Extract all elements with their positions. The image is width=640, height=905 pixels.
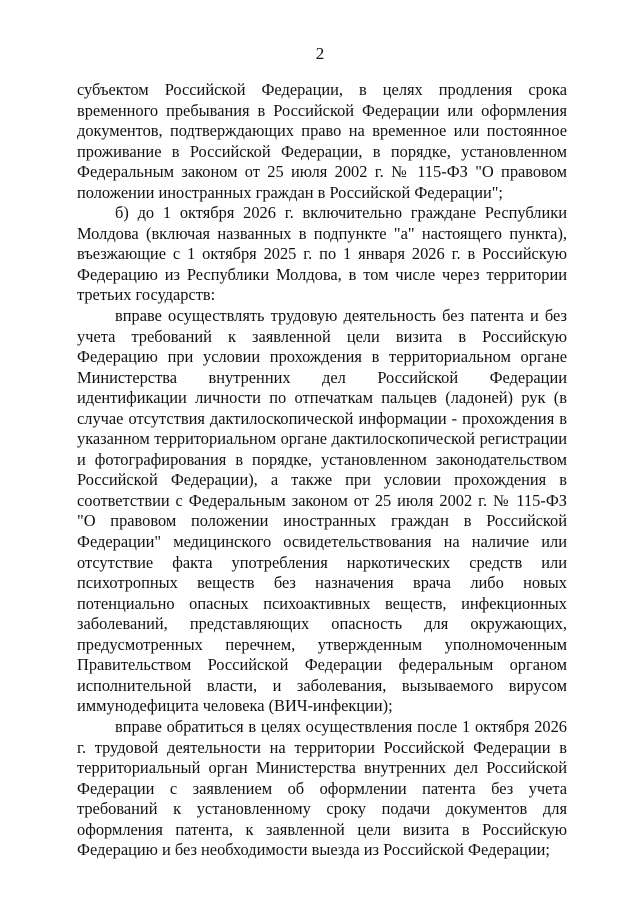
paragraph-clause-b: б) до 1 октября 2026 г. включительно граждане Республики Молдова (включая названных в подпункте "а" настоящего пункта), въезжающие с 1 октября 2025 г. по 1 января 2026 г. в Российскую Федерацию из Республики Молдова, в том числе через территории третьих государств: <box>77 203 567 305</box>
page-number: 2 <box>315 44 325 63</box>
paragraph-right-to-work: вправе осуществлять трудовую деятельность без патента и без учета требований к заявленной цели визита в Российскую Федерацию при условии прохождения в территориальном органе Министерства внутренних дел Российской Федерации идентификации личности по отпечаткам пальцев (ладоней) рук (в случае отсутствия дактилоскопической информации - прохождения в указанном территориальном органе дактилоскопической регистрации и фотографирования в порядке, установленном законодательством Российской Федерации), а также при условии прохождения в соответствии с Федеральным законом от 25 июля 2002 г. № 115-ФЗ "О правовом положении иностранных граждан в Российской Федерации" медицинского освидетельствования на наличие или отсутствие факта употребления наркотических средств или психотропных веществ без назначения врача либо новых потенциально опасных психоактивных веществ, инфекционных заболеваний, представляющих опасность для окружающих, предусмотренных перечнем, утвержденным уполномоченным Правительством Российской Федерации федеральным органом исполнительной власти, и заболевания, вызываемого вирусом иммунодефицита человека (ВИЧ-инфекции); <box>77 306 567 716</box>
paragraph-continuation: субъектом Российской Федерации, в целях продления срока временного пребывания в Российской Федерации или оформления документов, подтверждающих право на временное или постоянное проживание в Российской Федерации, в порядке, установленном Федеральным законом от 25 июля 2002 г. № 115-ФЗ "О правовом положении иностранных граждан в Российской Федерации"; <box>77 80 567 202</box>
paragraph-right-to-apply: вправе обратиться в целях осуществления после 1 октября 2026 г. трудовой деятельности на территории Российской Федерации в территориальный орган Министерства внутренних дел Российской Федерации с заявлением об оформлении патента без учета требований к установленному сроку подачи документов для оформления патента, к заявленной цели визита в Российскую Федерацию и без необходимости выезда из Российской Федерации; <box>77 716 567 860</box>
document-body <box>77 80 567 861</box>
